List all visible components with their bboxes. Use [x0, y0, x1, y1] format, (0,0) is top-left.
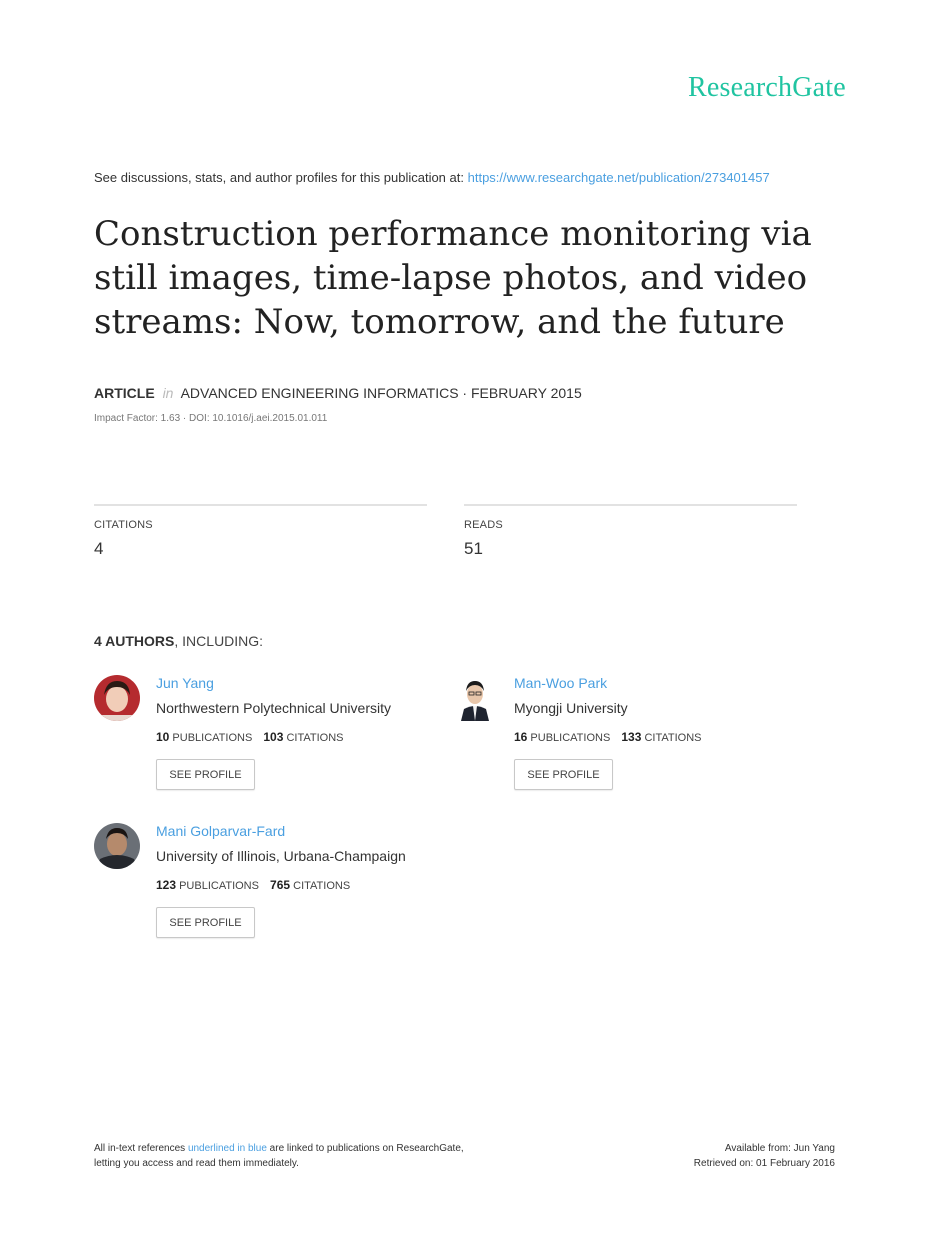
authors-count: 4 AUTHORS — [94, 633, 175, 649]
publications-label: PUBLICATIONS — [530, 732, 611, 744]
citations-count: 103 — [263, 730, 284, 744]
authors-suffix: , INCLUDING: — [174, 633, 264, 649]
impact-doi-line: Impact Factor: 1.63 · DOI: 10.1016/j.aei.2015.01.011 — [94, 413, 328, 424]
author-institution: Myongji University — [514, 700, 628, 716]
publications-count: 10 — [156, 730, 170, 744]
citations-label: CITATIONS — [286, 732, 344, 744]
publications-count: 123 — [156, 878, 177, 892]
reads-label: READS — [464, 519, 503, 531]
author-card — [452, 675, 792, 795]
citations-label: CITATIONS — [94, 519, 153, 531]
publication-venue: ADVANCED ENGINEERING INFORMATICS · FEBRUARY 2015 — [180, 385, 582, 401]
footer-underlined-link[interactable]: underlined in blue — [187, 1143, 267, 1154]
citations-count: 765 — [270, 878, 291, 892]
author-stats — [156, 878, 350, 892]
author-card — [94, 675, 434, 795]
publication-url-link[interactable]: https://www.researchgate.net/publication/273401457 — [467, 170, 770, 185]
footer-references-note — [94, 1141, 464, 1171]
author-avatar[interactable] — [94, 823, 140, 869]
author-stats — [514, 730, 702, 744]
publications-label: PUBLICATIONS — [172, 732, 253, 744]
author-institution: University of Illinois, Urbana-Champaign — [156, 848, 406, 864]
author-name-link[interactable]: Man-Woo Park — [514, 675, 608, 691]
reads-stat — [464, 504, 797, 559]
citations-value: 4 — [94, 539, 104, 558]
citations-stat — [94, 504, 427, 559]
retrieved-on: Retrieved on: 01 February 2016 — [693, 1158, 835, 1169]
author-institution: Northwestern Polytechnical University — [156, 700, 391, 716]
footer-prefix: All in-text references — [94, 1143, 186, 1154]
author-name-link[interactable]: Mani Golparvar-Fard — [156, 823, 286, 839]
in-word: in — [162, 385, 174, 401]
footer-line2: letting you access and read them immediately. — [94, 1158, 299, 1169]
see-profile-button[interactable]: SEE PROFILE — [156, 907, 255, 938]
footer-suffix: are linked to publications on ResearchGate, — [269, 1143, 464, 1154]
publication-source-line — [94, 170, 770, 185]
author-card — [94, 823, 434, 943]
publications-count: 16 — [514, 730, 528, 744]
source-prefix: See discussions, stats, and author profiles for this publication at: — [94, 170, 464, 185]
see-profile-button[interactable]: SEE PROFILE — [514, 759, 613, 790]
publication-title: Construction performance monitoring via still images, time-lapse photos, and video streams: Now, tomorrow, and the future — [94, 214, 812, 342]
researchgate-logo[interactable]: ResearchGate — [688, 72, 846, 103]
citations-label: CITATIONS — [293, 880, 351, 892]
authors-heading — [94, 633, 263, 649]
citations-count: 133 — [621, 730, 642, 744]
reads-value: 51 — [464, 539, 483, 558]
author-avatar[interactable] — [94, 675, 140, 721]
author-stats — [156, 730, 344, 744]
footer-availability — [694, 1141, 835, 1171]
author-name-link[interactable]: Jun Yang — [156, 675, 214, 691]
available-from: Available from: Jun Yang — [724, 1143, 835, 1154]
see-profile-button[interactable]: SEE PROFILE — [156, 759, 255, 790]
citations-label: CITATIONS — [644, 732, 702, 744]
publication-type: ARTICLE — [94, 385, 155, 401]
publication-meta — [94, 385, 582, 401]
publications-label: PUBLICATIONS — [179, 880, 259, 892]
author-avatar[interactable] — [452, 675, 498, 721]
